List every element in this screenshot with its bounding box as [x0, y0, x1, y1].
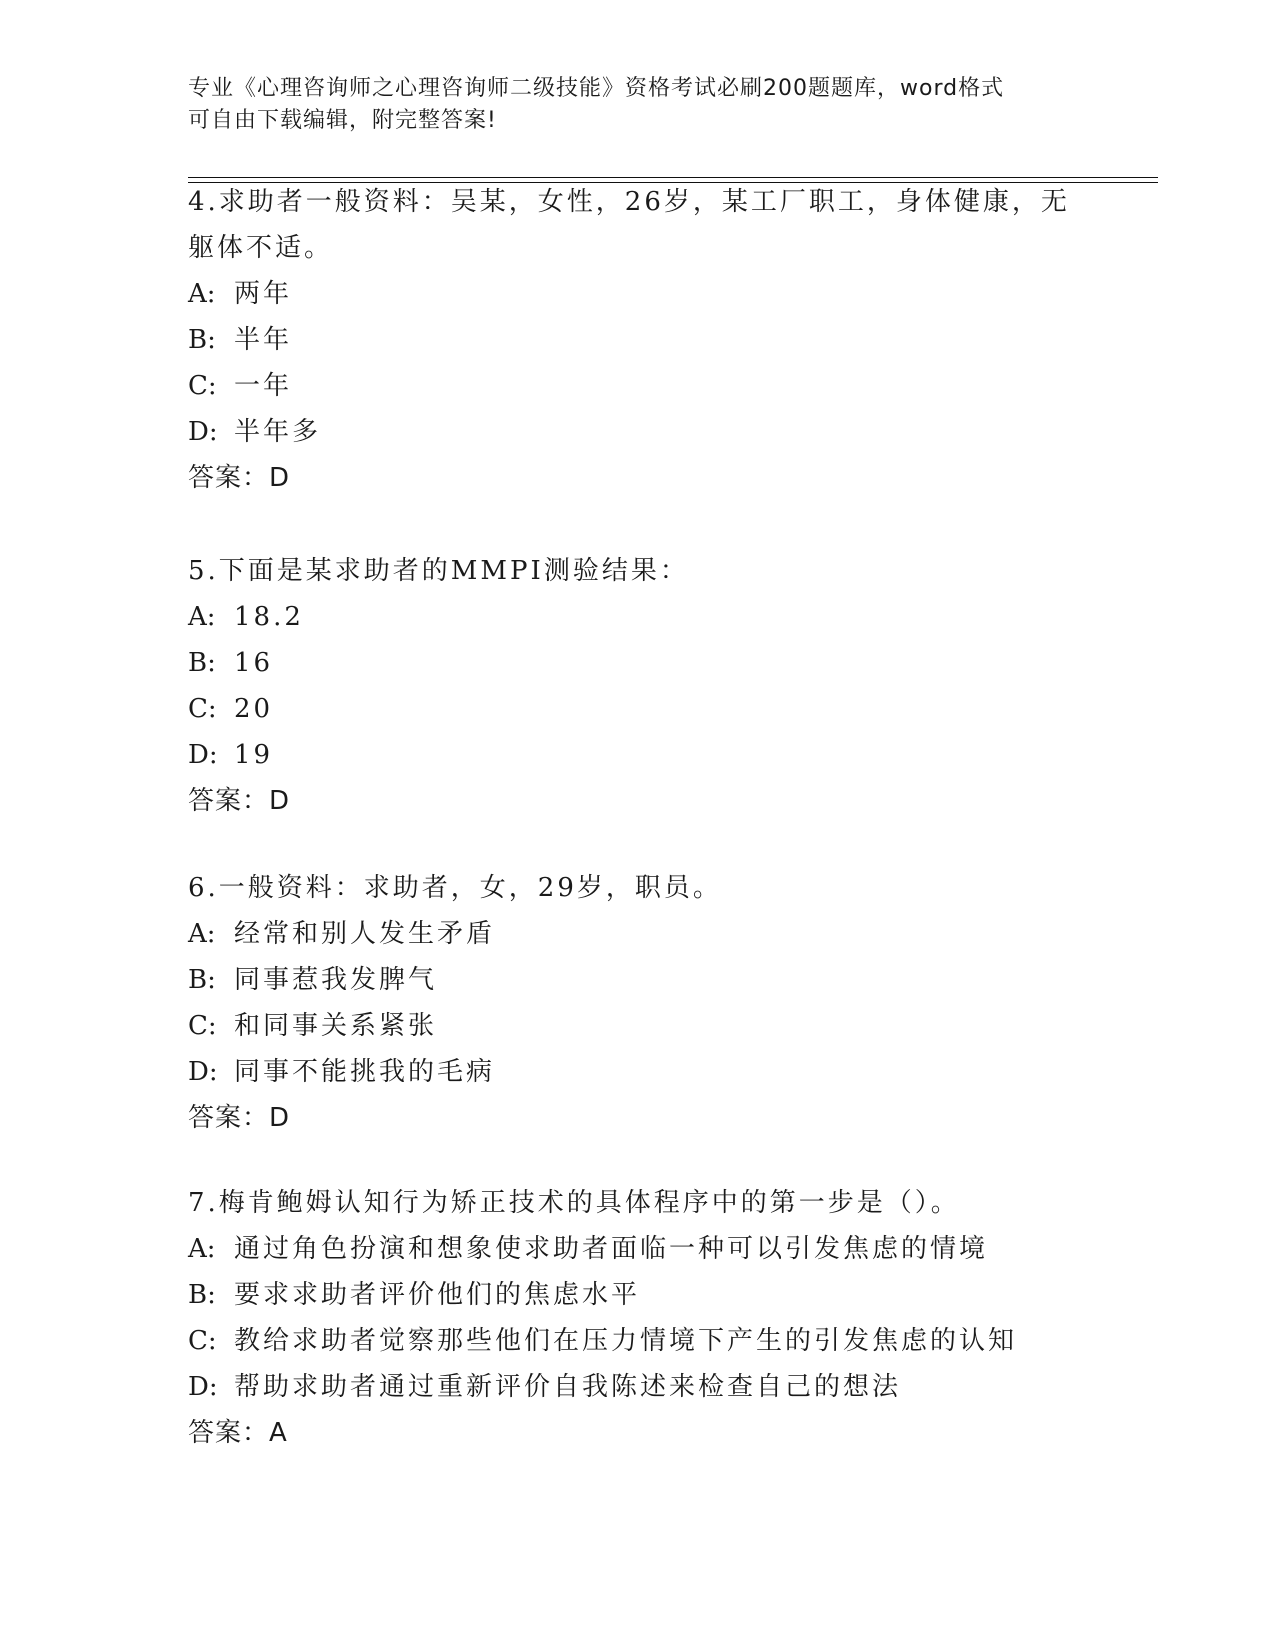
option-text: 同事惹我发脾气 — [234, 965, 438, 995]
option-text: 19 — [234, 740, 274, 770]
question-stem-line: 4.求助者一般资料：吴某，女性，26岁，某工厂职工，身体健康，无 — [188, 187, 1070, 217]
option-c — [188, 1318, 1088, 1364]
option-letter: C: — [188, 694, 217, 724]
option-b — [188, 1272, 1088, 1318]
option-a — [188, 911, 1088, 957]
document-header — [188, 73, 1068, 137]
option-a — [188, 271, 1088, 317]
option-text: 半年多 — [234, 417, 322, 447]
option-letter: D: — [188, 1057, 218, 1087]
option-letter: B: — [188, 965, 216, 995]
option-letter: B: — [188, 1280, 216, 1310]
question-4 — [188, 179, 1088, 501]
option-d — [188, 1364, 1088, 1410]
option-d — [188, 409, 1088, 455]
option-letter: C: — [188, 1326, 217, 1356]
answer-line: 答案：A — [188, 1418, 288, 1448]
option-letter: C: — [188, 1011, 217, 1041]
option-text: 和同事关系紧张 — [234, 1011, 438, 1041]
answer-line: 答案：D — [188, 1103, 291, 1133]
option-c — [188, 1003, 1088, 1049]
option-text: 通过角色扮演和想象使求助者面临一种可以引发焦虑的情境 — [234, 1234, 989, 1264]
option-text: 20 — [234, 694, 274, 724]
answer-line: 答案：D — [188, 786, 291, 816]
header-divider-top — [188, 177, 1158, 178]
option-text: 16 — [234, 648, 274, 678]
option-text: 同事不能挑我的毛病 — [234, 1057, 496, 1087]
option-text: 半年 — [234, 325, 293, 355]
option-letter: B: — [188, 648, 216, 678]
option-text: 经常和别人发生矛盾 — [234, 919, 496, 949]
option-letter: A: — [188, 602, 216, 632]
question-stem-line: 躯体不适。 — [188, 233, 334, 263]
option-c — [188, 686, 1088, 732]
option-text: 两年 — [234, 279, 293, 309]
answer-line: 答案：D — [188, 463, 291, 493]
option-d — [188, 732, 1088, 778]
question-6 — [188, 865, 1088, 1141]
option-letter: D: — [188, 417, 218, 447]
option-letter: C: — [188, 371, 217, 401]
option-text: 18.2 — [234, 602, 304, 632]
option-a — [188, 1226, 1088, 1272]
question-stem-line: 5.下面是某求助者的MMPI测验结果： — [188, 556, 689, 586]
question-5 — [188, 548, 1088, 824]
option-b — [188, 317, 1088, 363]
option-d — [188, 1049, 1088, 1095]
option-text: 要求求助者评价他们的焦虑水平 — [234, 1280, 641, 1310]
option-letter: D: — [188, 1372, 218, 1402]
question-stem-line: 7.梅肯鲍姆认知行为矫正技术的具体程序中的第一步是（）。 — [188, 1188, 960, 1218]
option-b — [188, 957, 1088, 1003]
question-7 — [188, 1180, 1088, 1456]
option-text: 教给求助者觉察那些他们在压力情境下产生的引发焦虑的认知 — [234, 1326, 1018, 1356]
option-letter: D: — [188, 740, 218, 770]
option-c — [188, 363, 1088, 409]
option-a — [188, 594, 1088, 640]
option-letter: A: — [188, 1234, 216, 1264]
option-letter: A: — [188, 279, 216, 309]
option-letter: B: — [188, 325, 216, 355]
option-letter: A: — [188, 919, 216, 949]
header-title-line-1: 专业《心理咨询师之心理咨询师二级技能》资格考试必刷200题题库，word格式 — [188, 76, 1005, 101]
question-stem-line: 6.一般资料：求助者，女，29岁，职员。 — [188, 873, 722, 903]
option-text: 帮助求助者通过重新评价自我陈述来检查自己的想法 — [234, 1372, 902, 1402]
option-b — [188, 640, 1088, 686]
header-title-line-2: 可自由下载编辑，附完整答案! — [188, 108, 497, 133]
option-text: 一年 — [234, 371, 293, 401]
